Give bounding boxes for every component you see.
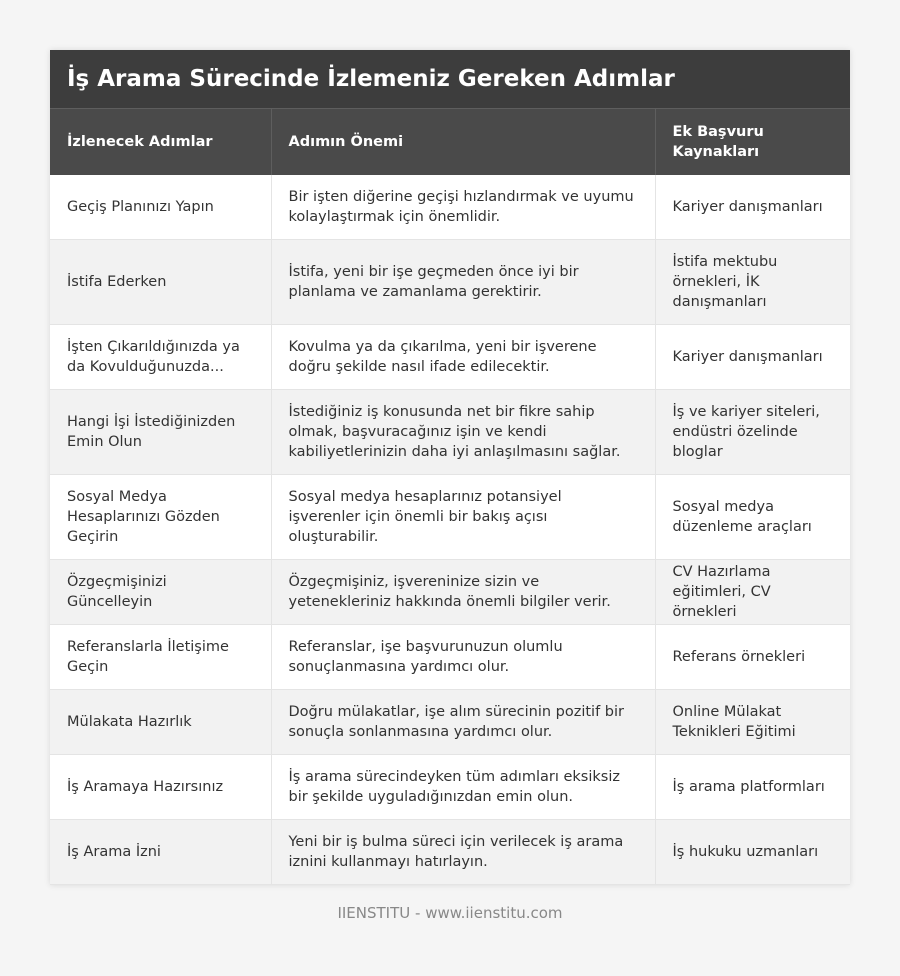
table-row [50, 560, 850, 625]
cell-importance: İstediğiniz iş konusunda net bir fikre sahip olmak, başvuracağınız işin ve kendi kabiliyetlerinizin daha iyi anlaşılmasını sağlar. [271, 390, 655, 475]
cell-resources: İş hukuku uzmanları [655, 820, 850, 885]
cell-resources: Kariyer danışmanları [655, 175, 850, 240]
table-row [50, 755, 850, 820]
cell-step: Mülakata Hazırlık [50, 690, 271, 755]
table-row [50, 390, 850, 475]
cell-step: İşten Çıkarıldığınızda ya da Kovulduğunuzda... [50, 325, 271, 390]
cell-step: Sosyal Medya Hesaplarınızı Gözden Geçirin [50, 475, 271, 560]
table-row [50, 625, 850, 690]
header-steps: İzlenecek Adımlar [50, 109, 271, 175]
table-row [50, 240, 850, 325]
cell-importance: Sosyal medya hesaplarınız potansiyel işverenler için önemli bir bakış açısı oluşturabilir. [271, 475, 655, 560]
steps-table [50, 108, 850, 885]
cell-importance: İstifa, yeni bir işe geçmeden önce iyi bir planlama ve zamanlama gerektirir. [271, 240, 655, 325]
table-header-row [50, 109, 850, 175]
cell-step: İş Arama İzni [50, 820, 271, 885]
cell-importance: Referanslar, işe başvurunuzun olumlu sonuçlanmasına yardımcı olur. [271, 625, 655, 690]
cell-resources: İş arama platformları [655, 755, 850, 820]
cell-resources: Referans örnekleri [655, 625, 850, 690]
cell-importance: Bir işten diğerine geçişi hızlandırmak ve uyumu kolaylaştırmak için önemlidir. [271, 175, 655, 240]
cell-resources: İstifa mektubu örnekleri, İK danışmanları [655, 240, 850, 325]
cell-step: Özgeçmişinizi Güncelleyin [50, 560, 271, 625]
table-card [50, 50, 850, 885]
cell-step: Referanslarla İletişime Geçin [50, 625, 271, 690]
cell-step: İstifa Ederken [50, 240, 271, 325]
table-row [50, 690, 850, 755]
cell-importance: İş arama sürecindeyken tüm adımları eksiksiz bir şekilde uyguladığınızdan emin olun. [271, 755, 655, 820]
table-row [50, 325, 850, 390]
table-row [50, 820, 850, 885]
cell-importance: Özgeçmişiniz, işvereninize sizin ve yetenekleriniz hakkında önemli bilgiler verir. [271, 560, 655, 625]
cell-step: Hangi İşi İstediğinizden Emin Olun [50, 390, 271, 475]
cell-resources: Online Mülakat Teknikleri Eğitimi [655, 690, 850, 755]
cell-step: İş Aramaya Hazırsınız [50, 755, 271, 820]
cell-importance: Doğru mülakatlar, işe alım sürecinin pozitif bir sonuçla sonlanmasına yardımcı olur. [271, 690, 655, 755]
cell-resources: Sosyal medya düzenleme araçları [655, 475, 850, 560]
table-row [50, 475, 850, 560]
cell-importance: Kovulma ya da çıkarılma, yeni bir işverene doğru şekilde nasıl ifade edilecektir. [271, 325, 655, 390]
header-importance: Adımın Önemi [271, 109, 655, 175]
header-resources: Ek Başvuru Kaynakları [655, 109, 850, 175]
table-row [50, 175, 850, 240]
footer-credit: IIENSTITU - www.iienstitu.com [337, 904, 563, 922]
cell-step: Geçiş Planınızı Yapın [50, 175, 271, 240]
cell-resources: CV Hazırlama eğitimleri, CV örnekleri [655, 560, 850, 625]
cell-resources: Kariyer danışmanları [655, 325, 850, 390]
table-title: İş Arama Sürecinde İzlemeniz Gereken Adımlar [50, 50, 850, 108]
cell-resources: İş ve kariyer siteleri, endüstri özelinde bloglar [655, 390, 850, 475]
cell-importance: Yeni bir iş bulma süreci için verilecek iş arama iznini kullanmayı hatırlayın. [271, 820, 655, 885]
